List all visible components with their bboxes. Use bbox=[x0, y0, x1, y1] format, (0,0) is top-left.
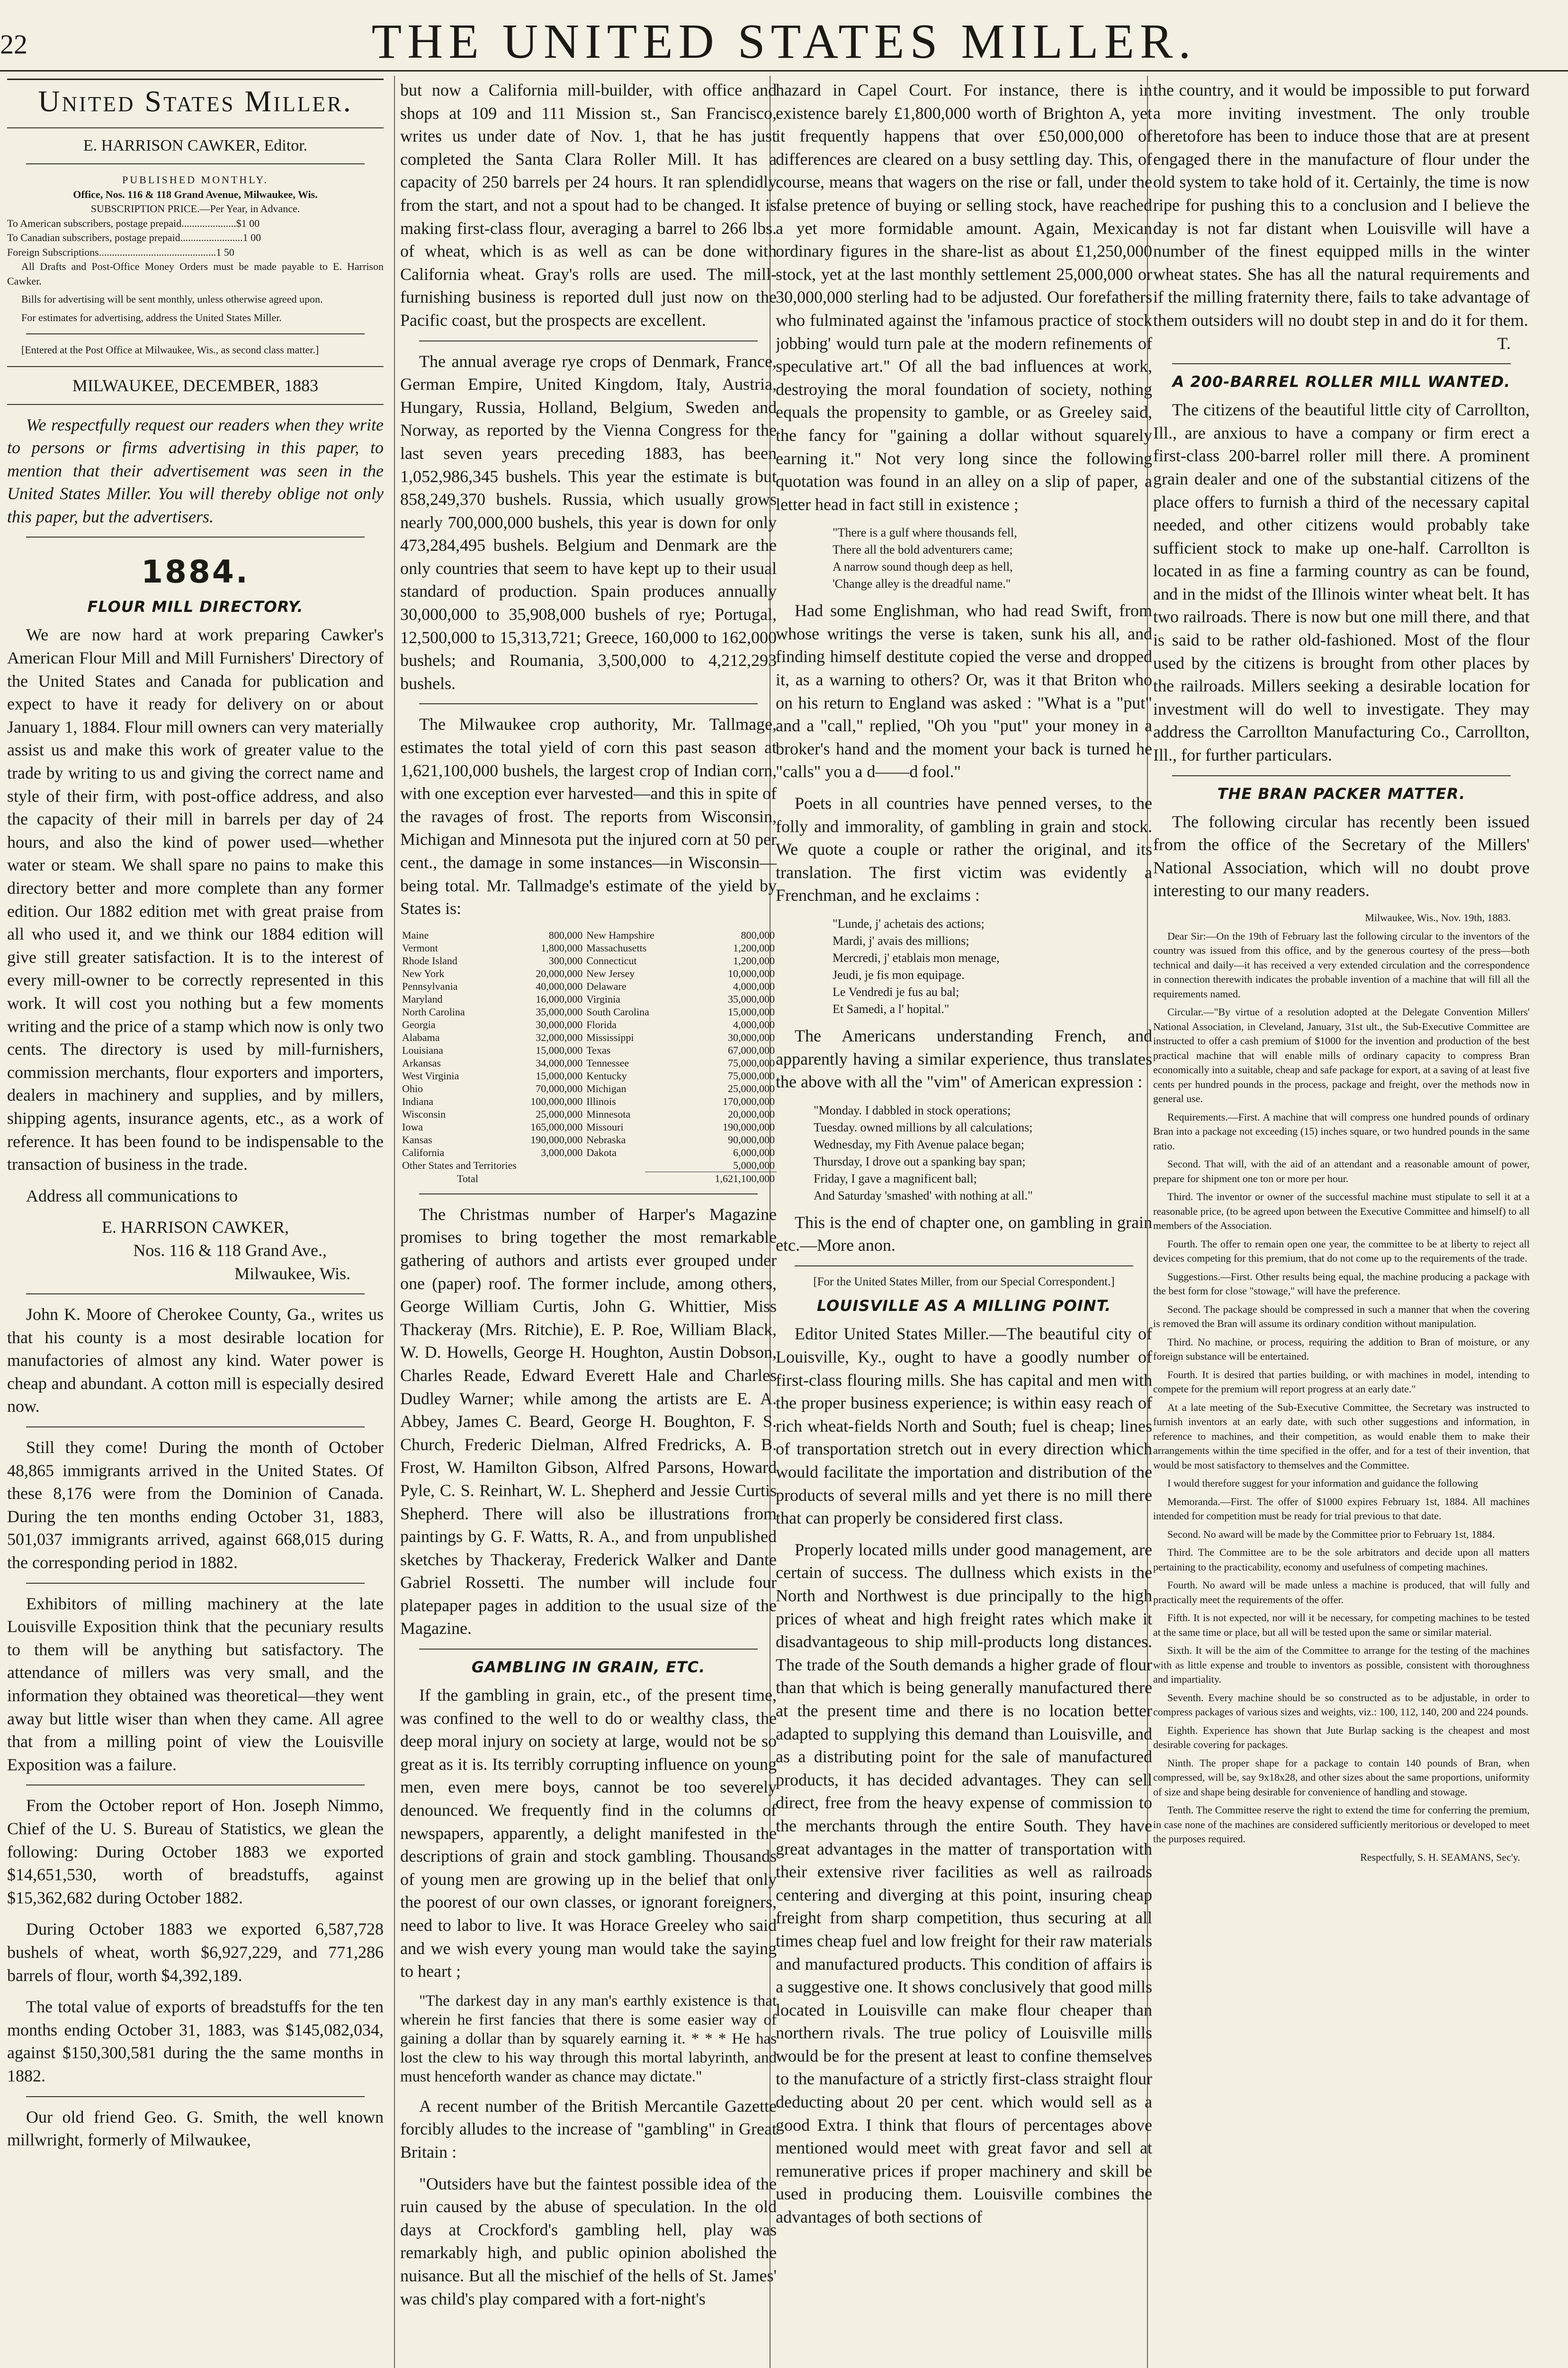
divider bbox=[1172, 775, 1511, 776]
circular-paragraph: Second. No award will be made by the Committee prior to February 1st, 1884. bbox=[1167, 1528, 1495, 1540]
table-cell: 25,000,000 bbox=[536, 1108, 583, 1120]
table-cell: New Hampshire bbox=[586, 929, 654, 941]
poem-line: 'Change alley is the dreadful name." bbox=[833, 577, 1011, 591]
circular-paragraph: Second. That will, with the aid of an attendant and a reasonable amount of power, prepare for shipment one ton or more per hour. bbox=[1153, 1158, 1530, 1184]
gambling-heading: GAMBLING IN GRAIN, ETC. bbox=[471, 1658, 706, 1677]
table-cell: 4,000,000 bbox=[733, 1018, 775, 1031]
poem-line: Jeudi, je fis mon equipage. bbox=[833, 968, 965, 982]
dateline: MILWAUKEE, DECEMBER, 1883 bbox=[72, 376, 319, 395]
table-cell: Ohio bbox=[402, 1082, 423, 1094]
circular-paragraph: Third. The Committee are to be the sole arbitrators and decide upon all matters pertaining to the practicability, economy and usefulness of competing machines. bbox=[1153, 1546, 1530, 1573]
table-row bbox=[400, 1044, 777, 1057]
table-cell: 15,000,000 bbox=[536, 1069, 583, 1082]
masthead bbox=[0, 0, 1568, 71]
circular-paragraph: Fifth. It is not expected, nor will it be necessary, for competing machines to be tested at the same time or place, but all will be tested upon the same or similar material. bbox=[1153, 1612, 1530, 1638]
table-cell: 75,000,000 bbox=[728, 1057, 775, 1069]
gambling-paragraph: "Outsiders have but the faintest possible idea of the ruin caused by the abuse of speculation. In the old days at Crockford's gambling hell, play was remarkably high, and public opinion abolished the nuisance. But all the mischief of the hells of St. James' was child's play compared with a fort-night's bbox=[400, 2174, 777, 2308]
divider bbox=[26, 1293, 365, 1294]
table-cell: 70,000,000 bbox=[536, 1082, 583, 1094]
circular-paragraph: Seventh. Every machine should be so constructed as to be adjustable, in order to compress packages of various sizes and weights, viz.: 100, 112, 140, 200 and 224 pounds. bbox=[1153, 1691, 1530, 1718]
address-street: Nos. 116 & 118 Grand Ave., bbox=[133, 1240, 327, 1260]
correspondent-note: [For the United States Miller, from our Special Correspondent.] bbox=[813, 1275, 1115, 1288]
circular-paragraph: At a late meeting of the Sub-Executive Committee, the Secretary was instructed to furnish inventors at an early date, with such other suggestions and information, in reference to machines, and their competition, as would enable them to make their arrangements within the time specified in the offer, and for a test of their invention, that would be most satisfactory to themselves and the Committee. bbox=[1153, 1401, 1530, 1471]
table-cell: 35,000,000 bbox=[728, 993, 775, 1005]
column-4 bbox=[1153, 79, 1530, 2368]
table-cell: Georgia bbox=[402, 1018, 436, 1031]
circular-paragraph: I would therefore suggest for your information and guidance the following bbox=[1167, 1477, 1478, 1489]
circular-paragraph: Suggestions.—First. Other results being equal, the machine producing a package with the best form for close "stowage," will have the preference. bbox=[1153, 1270, 1530, 1297]
table-cell: 20,000,000 bbox=[536, 967, 583, 979]
table-row bbox=[400, 980, 777, 993]
circular-paragraph: Third. The inventor or owner of the successful machine must stipulate to sell it at a reasonable price, (to be agreed upon between the Executive Committee and himself) to all members of the Association. bbox=[1153, 1191, 1530, 1231]
table-cell: Alabama bbox=[402, 1031, 440, 1043]
table-row bbox=[400, 1146, 777, 1159]
table-cell: 30,000,000 bbox=[728, 1031, 775, 1043]
gambling-paragraph: A recent number of the British Mercantile Gazette forcibly alludes to the increase of "gambling" in Great Britain : bbox=[400, 2096, 777, 2162]
circular-paragraph: Fourth. The offer to remain open one year, the committee to be at liberty to reject all devices competing for this premium, that do not come up to the requirements of the trade. bbox=[1153, 1238, 1530, 1264]
table-cell: 1,200,000 bbox=[733, 942, 775, 954]
poem-line: Tuesday. owned millions by all calculations; bbox=[814, 1120, 1033, 1134]
table-cell: Virginia bbox=[586, 993, 620, 1005]
table-cell: Maryland bbox=[402, 993, 443, 1005]
poem-line: Mardi, j' avais des millions; bbox=[833, 934, 969, 948]
circular-paragraph: Eighth. Experience has shown that Jute Burlap sacking is the cheapest and most desirable covering for packages. bbox=[1153, 1724, 1530, 1750]
louisville-paragraph: Editor United States Miller.—The beautiful city of Louisville, Ky., ought to have a goodly number of first-class flouring mills. She has capital and men with the proper business experience; is within easy reach of rich wheat-fields North and South; fuel is cheap; lines of transportation stretch out in every direction which would facilitate the importation and distribution of the products of several mills and yet there is no mill there that can properly be considered first class. bbox=[776, 1324, 1152, 1528]
table-row bbox=[400, 1133, 777, 1146]
drafts-note: All Drafts and Post-Office Money Orders must be made payable to E. Harrison Cawker. bbox=[7, 260, 384, 287]
louisville-continued: the country, and it would be impossible to put forward a more inviting investment. The only trouble heretofore has been to induce those that are at present engaged there in the manufacture of flour under the old system to take hold of it. Certainly, the time is now ripe for pushing this to a conclusion and I believe the day is not far distant when Louisville will have a number of the finest equipped mills in the winter wheat states. She has all the natural requirements and if the milling fraternity there, fails to take advantage of them outsiders will no doubt step in and do it for them. bbox=[1153, 81, 1530, 330]
subscription-price: SUBSCRIPTION PRICE.—Per Year, in Advance. bbox=[90, 203, 300, 215]
table-cell: Maine bbox=[402, 929, 429, 941]
table-cell: Kentucky bbox=[586, 1069, 627, 1082]
table-cell: Total bbox=[457, 1172, 478, 1184]
carrollton-heading: A 200-BARREL ROLLER MILL WANTED. bbox=[1172, 373, 1511, 391]
table-cell: Connecticut bbox=[586, 954, 637, 967]
table-row bbox=[400, 1031, 777, 1044]
table-cell: 6,000,000 bbox=[733, 1146, 775, 1158]
price-line: To Canadian subscribers, postage prepaid........................1 00 bbox=[7, 232, 261, 243]
table-cell: 30,000,000 bbox=[536, 1018, 583, 1031]
table-cell: 15,000,000 bbox=[728, 1005, 775, 1018]
table-cell: 3,000,000 bbox=[541, 1146, 583, 1158]
request-note: We respectfully request our readers when they write to persons or firms advertising in this paper, to mention that their advertisement was seen in the United States Miller. You will thereby oblige not only this paper, but the advertisers. bbox=[7, 415, 384, 526]
table-cell: New Jersey bbox=[586, 967, 635, 979]
poem-line: "Lunde, j' achetais des actions; bbox=[833, 917, 985, 931]
table-row bbox=[400, 1005, 777, 1018]
swift-paragraph: Had some Englishman, who had read Swift, from whose writings the verse is taken, sunk his all, and finding himself destitute copied the verse and dropped it, as a warning to others? Or, was it that Briton who on his return to England was asked : "What is a "put" and a "call," replied, "Oh you "put" your money in a broker's hand and the moment your back is turned he "calls" you a d——d fool." bbox=[776, 601, 1152, 781]
circular-paragraph: Requirements.—First. A machine that will compress one hundred pounds of ordinary Bran into a package not exceeding (15) inches square, or two hundred pounds in the same ratio. bbox=[1153, 1111, 1530, 1152]
bran-heading: THE BRAN PACKER MATTER. bbox=[1217, 784, 1466, 803]
table-cell: Delaware bbox=[586, 980, 627, 992]
rye-item: The annual average rye crops of Denmark, France, German Empire, United Kingdom, Italy, Austria, Hungary, Russia, Holland, Belgium, Sweden and Norway, as reported by the Vienna Congress for the last seven years preceding 1883, has been 1,052,986,345 bushels. This year the estimate is but 858,249,370 bushels. Russia, which usually grows nearly 700,000,000 bushels, this year is down for only 473,284,495 bushels. Belgium and Denmark are the only countries that seem to have kept up to their usual standard of production. Spain produces annually 30,000,000 to 35,908,000 bushels of rye; Portugal, 12,500,000 to 15,313,721; Greece, 160,000 to 162,000 bushels; and Roumania, 3,500,000 to 4,212,293 bushels. bbox=[400, 351, 777, 693]
table-cell: Louisiana bbox=[402, 1044, 443, 1056]
price-line: Foreign Subscriptions.............................................1 50 bbox=[7, 246, 234, 258]
bills-note: Bills for advertising will be sent monthly, unless otherwise agreed upon. bbox=[21, 293, 323, 305]
poem-line: "There is a gulf where thousands fell, bbox=[833, 526, 1017, 540]
divider bbox=[26, 537, 365, 538]
louisville-heading: LOUISVILLE AS A MILLING POINT. bbox=[816, 1297, 1111, 1315]
table-cell: 800,000 bbox=[741, 929, 775, 941]
circular-paragraph: Sixth. It will be the aim of the Committee to arrange for the testing of the machines with as little expense and trouble to inventors as possible, consistent with thoroughness and impartiality. bbox=[1153, 1644, 1530, 1685]
published-monthly: PUBLISHED MONTHLY. bbox=[122, 174, 269, 186]
table-cell: 300,000 bbox=[548, 954, 583, 967]
circular-paragraph: Circular.—"By virtue of a resolution adopted at the Delegate Convention Millers' National Association, in Cleveland, January, 31st ult., the Sub-Executive Committee are instructed to offer a cash premium of $1000 for the invention and production of the best practical machine that will enable mills of ordinary capacity to compress Bran economically into a suitable, cheap and safe package for export, at a saving of at least five cents per hundred pounds in the process, package and freight, over the methods now in general use. bbox=[1153, 1006, 1530, 1104]
table-cell: 15,000,000 bbox=[536, 1044, 583, 1056]
header-rule bbox=[0, 70, 1568, 72]
table-row bbox=[400, 993, 777, 1005]
table-cell: 32,000,000 bbox=[536, 1031, 583, 1043]
gambling-paragraph: If the gambling in grain, etc., of the present time, was confined to the well to do or wealthy class, the deep moral injury on society at large, would not be so great as it is. Its terribly corrupting influence on young men, even mere boys, cannot be too severely denounced. We frequently find in the columns of newspapers, apparently, a delight manifested in the descriptions of grain and stock gambling. Thousands of young men are growing up in the belief that only the poorest of our own classes, or ignorant foreigners, need to labor to live. It was Horace Greeley who said and we wish every young man would take the saying to heart ; bbox=[400, 1686, 777, 1981]
divider bbox=[419, 703, 758, 704]
divider bbox=[26, 1583, 365, 1584]
directory-paragraph: We are now hard at work preparing Cawker's American Flour Mill and Mill Furnishers' Directory of the United States and Canada for publication and expect to have it ready for delivery on or about January 1, 1884. Flour mill owners can very materially assist us and make this work of greater value to the trade by writing to us and giving the correct name and style of their firm, with post-office address, and also the capacity of their mill in barrels per day of 24 hours, and also the kind of power used—whether water or steam. We shall spare no pains to make this directory better and more complete than any former edition. Our 1882 edition met with great praise from all who used it, and we think our 1884 edition will give still greater satisfaction. It is to the interest of every mill-owner to be correctly represented in this work. It will cost you nothing but a few moments writing and the price of a stamp which now is only two cents. The directory is used by mill-furnishers, commission merchants, flour exporters and importers, dealers in machinery and supplies, and by millers, shipping agents, insurance agents, etc., as a work of reference. It has been found to be indispensable to the transaction of business in the trade. bbox=[7, 625, 384, 1174]
exports-item: From the October report of Hon. Joseph Nimmo, Chief of the U. S. Bureau of Statistics, we glean the following: During October 1883 we exported $14,651,530, worth of breadstuffs, against $15,362,682 during October 1882. bbox=[7, 1796, 384, 1907]
table-row bbox=[400, 1121, 777, 1133]
gambling-end: This is the end of chapter one, on gambling in grain etc.—More anon. bbox=[776, 1212, 1152, 1255]
table-cell: Other States and Territories bbox=[402, 1159, 517, 1172]
table-row bbox=[400, 1018, 777, 1031]
corn-yield-totals bbox=[400, 1159, 777, 1185]
table-cell: Dakota bbox=[586, 1146, 617, 1158]
corn-yield-table bbox=[400, 929, 777, 1159]
divider bbox=[795, 1265, 1133, 1266]
table-cell: 40,000,000 bbox=[536, 980, 583, 992]
poem-line: And Saturday 'smashed' with nothing at all." bbox=[814, 1188, 1033, 1202]
exports-item: During October 1883 we exported 6,587,728 bushels of wheat, worth $6,927,229, and 771,286 barrels of flour, worth $4,392,189. bbox=[7, 1920, 384, 1985]
directory-heading: FLOUR MILL DIRECTORY. bbox=[87, 598, 304, 616]
table-cell: 10,000,000 bbox=[728, 967, 775, 979]
table-row bbox=[400, 942, 777, 954]
carrollton-paragraph: The citizens of the beautiful little city of Carrollton, Ill., are anxious to have a company or firm erect a first-class 200-barrel roller mill there. A prominent grain dealer and one of the substantial citizens of the place offers to furnish a third of the necessary capital needed, and other citizens would probably take sufficient stock to make up one-half. Carrollton is located in as fine a farming country as can be found, and in the midst of the Illinois winter wheat belt. It has two railroads. There is now but one mill there, and that is said to be rather old-fashioned. Most of the flour used by the citizens is brought from other places by the railroads. Millers seeking a desirable location for investment will do well to investigate. They may address the Carrollton Manufacturing Co., Carrollton, Ill., for further particulars. bbox=[1153, 400, 1530, 765]
bran-dateline: Milwaukee, Wis., Nov. 19th, 1883. bbox=[1365, 912, 1511, 924]
table-cell: 20,000,000 bbox=[728, 1108, 775, 1120]
table-cell: 190,000,000 bbox=[723, 1121, 775, 1133]
editor-line: E. HARRISON CAWKER, Editor. bbox=[83, 137, 308, 154]
table-cell: 5,000,000 bbox=[733, 1159, 775, 1171]
poem-line: There all the bold adventurers came; bbox=[833, 543, 1013, 557]
table-cell: 1,621,100,000 bbox=[645, 1172, 777, 1185]
table-cell: New York bbox=[402, 967, 445, 979]
table-row bbox=[400, 954, 777, 967]
table-cell: North Carolina bbox=[402, 1005, 465, 1018]
divider bbox=[26, 2096, 365, 2097]
table-cell: Massachusetts bbox=[586, 942, 647, 954]
poem-line: Le Vendredi je fus au bal; bbox=[833, 985, 959, 999]
table-cell: Missouri bbox=[586, 1121, 624, 1133]
circular-paragraph: Tenth. The Committee reserve the right to extend the time for conferring the premium, in case none of the machines are considered sufficiently meritorious or developed to meet the purposes required. bbox=[1153, 1804, 1530, 1845]
smith-continued: but now a California mill-builder, with office and shops at 109 and 111 Mission st., San Francisco, writes us under date of Nov. 1, that he has just completed the Santa Clara Roller Mill. It has a capacity of 250 barrels per 24 hours. It ran splendidly from the start, and not a spout had to be changed. It is making first-class flour, averaging a barrel to 266 lbs. of wheat, which is as well as can be done with California wheat. Gray's rolls are used. The mill-furnishing business is reported dull just now on the Pacific coast, but the prospects are excellent. bbox=[400, 81, 777, 330]
table-row bbox=[400, 1082, 777, 1095]
divider bbox=[26, 163, 365, 164]
bran-intro: The following circular has recently been issued from the office of the Secretary of the Millers' National Association, which will no doubt prove interesting to our many readers. bbox=[1153, 812, 1530, 900]
table-cell: Pennsylvania bbox=[402, 980, 458, 992]
price-list bbox=[7, 216, 384, 260]
table-cell: Arkansas bbox=[402, 1057, 441, 1069]
poem-change-alley bbox=[833, 524, 1152, 592]
circular-paragraph: Ninth. The proper shape for a package to contain 140 pounds of Bran, when compressed, will be, say 9x18x28, and other sizes about the same proportions, uniformity of size and shape being desirable for convenience of handling and stowage. bbox=[1153, 1757, 1530, 1798]
poem-american bbox=[814, 1102, 1152, 1204]
table-cell: 170,000,000 bbox=[723, 1095, 775, 1107]
table-cell: West Virginia bbox=[402, 1069, 459, 1082]
table-cell: Indiana bbox=[402, 1095, 433, 1107]
divider bbox=[26, 333, 365, 334]
newspaper-title: THE UNITED STATES MILLER. bbox=[371, 14, 1197, 69]
table-cell: 34,000,000 bbox=[536, 1057, 583, 1069]
poem-line: Et Samedi, a l' hopital." bbox=[833, 1002, 950, 1016]
americans-paragraph: The Americans understanding French, and apparently having a similar experience, thus translates the above with all the "vim" of American expression : bbox=[776, 1026, 1152, 1092]
table-cell: Florida bbox=[586, 1018, 617, 1031]
divider bbox=[7, 127, 384, 128]
table-cell: Vermont bbox=[402, 942, 438, 954]
table-row bbox=[400, 1159, 777, 1172]
table-cell: 16,000,000 bbox=[536, 993, 583, 1005]
table-row bbox=[400, 1172, 777, 1185]
table-row bbox=[400, 1069, 777, 1082]
divider bbox=[419, 1649, 758, 1650]
table-cell: 1,200,000 bbox=[733, 954, 775, 967]
divider bbox=[7, 404, 384, 405]
table-cell: Mississippi bbox=[586, 1031, 634, 1043]
divider bbox=[1172, 363, 1511, 364]
table-cell: 90,000,000 bbox=[728, 1133, 775, 1146]
table-cell: 35,000,000 bbox=[536, 1005, 583, 1018]
table-cell: Kansas bbox=[402, 1133, 432, 1146]
poem-line: "Monday. I dabbled in stock operations; bbox=[814, 1103, 1011, 1117]
masthead-top-rule bbox=[7, 79, 384, 80]
circular-paragraph: Fourth. No award will be made unless a machine is produced, that will fully and practically meet the requirements of the offer. bbox=[1153, 1579, 1530, 1606]
signature: Respectfully, S. H. SEAMANS, Sec'y. bbox=[1360, 1851, 1520, 1863]
louisville-signoff: T. bbox=[1497, 333, 1511, 353]
column-3 bbox=[776, 79, 1152, 2368]
address-city: Milwaukee, Wis. bbox=[234, 1264, 350, 1283]
table-cell: Wisconsin bbox=[402, 1108, 446, 1120]
moore-item: John K. Moore of Cherokee County, Ga., writes us that his county is a most desirable location for manufactories of almost any kind. Water power is cheap and abundant. A cotton mill is especially desired now. bbox=[7, 1305, 384, 1416]
smith-item: Our old friend Geo. G. Smith, the well known millwright, formerly of Milwaukee, bbox=[7, 2107, 384, 2150]
table-cell: 100,000,000 bbox=[530, 1095, 583, 1107]
table-cell: 4,000,000 bbox=[733, 980, 775, 992]
table-cell: 165,000,000 bbox=[530, 1121, 583, 1133]
corn-item: The Milwaukee crop authority, Mr. Tallmage, estimates the total yield of corn this past season at 1,621,100,000 bushels, the largest crop of Indian corn, with one exception ever harvested—and this in spite of the ravages of frost. The reports from Wisconsin, Michigan and Minnesota put the injured corn at 50 per cent., the damage in some instances—in Wisconsin—being total. Mr. Tallmadge's estimate of the yield by States is: bbox=[400, 715, 777, 918]
column-1 bbox=[7, 79, 384, 2368]
circular-paragraph: Second. The package should be compressed in such a manner that when the covering is removed the Bran will assume its ordinary condition without manipulation. bbox=[1153, 1303, 1530, 1329]
circular-paragraph: Dear Sir:—On the 19th of February last the following circular to the inventors of the country was issued from this office, and by the generous courtesy of the press—both technical and daily—it has received a very extended circulation and the correspondence in connection therewith indicates the probable invention of a machine that will fill all the requirements named. bbox=[1153, 930, 1530, 1000]
table-row bbox=[400, 1057, 777, 1069]
poem-line: Thursday, I drove out a spanking bay span; bbox=[814, 1154, 1026, 1168]
table-cell: South Carolina bbox=[586, 1005, 649, 1018]
table-cell: Michigan bbox=[586, 1082, 627, 1094]
table-row bbox=[400, 929, 777, 942]
table-cell: 190,000,000 bbox=[530, 1133, 583, 1146]
poem-line: Wednesday, my Fith Avenue palace began; bbox=[814, 1137, 1024, 1151]
table-cell: 1,800,000 bbox=[541, 942, 583, 954]
divider bbox=[419, 1193, 758, 1194]
immigrants-item: Still they come! During the month of October 48,865 immigrants arrived in the United States. Of these 8,176 were from the Dominion of Canada. During the ten months ending October 31, 1883, 501,037 immigrants arrived, against 668,015 during the corresponding period in 1882. bbox=[7, 1438, 384, 1572]
table-cell: Nebraska bbox=[586, 1133, 626, 1146]
louisville-paragraph: Properly located mills under good management, are certain of success. The dullness which exists in the North and Northwest is due principally to the high prices of wheat and high freight rates which make it disadvantageous to ship mill-products long distances. The trade of the South demands a higher grade of flour than that which is being generally manufactured there at the present time and there is no location better adapted to supplying this demand than Louisville, and as a distributing point for the sale of manufactured products, it has decided advantages. They can sell direct, free from the heavy expense of commission to the merchants through the entire South. They have great advantages in the matter of transportation with their extensive river facilities as well as railroads centering and diverging at this point, insuring cheap freight from sharp competition, thus securing at all times cheap fuel and low freight for their raw materials and manufactured products. This condition of affairs is a suggestive one. It shows conclusively that good mills located in Louisville can make flour cheaper than northern rivals. The true policy of Louisville mills would be for the present at least to confine themselves to the manufacture of a strictly first-class straight flour deducting about 20 per cent. which would sell as a good Extra. I think that flours of percentages above mentioned would meet with great favor and sell at remunerative prices if proper machinery and skill be used in producing them. Louisville combines the advantages of both sections of bbox=[776, 1540, 1152, 2227]
column-divider bbox=[394, 76, 395, 2368]
bran-circular bbox=[1153, 929, 1530, 1847]
harpers-item: The Christmas number of Harper's Magazine promises to bring together the most remarkable gathering of authors and artists ever grouped under one (paper) roof. The former include, among others, George William Curtis, John G. Whittier, Miss Thackeray (Mrs. Ritchie), E. P. Roe, William Black, W. D. Howells, George H. Houghton, Austin Dobson, Charles Reade, Edward Everett Hale and Charles Dudley Warner; while among the artists are E. A. Abbey, James C. Beard, George H. Boughton, F. S. Church, Frederic Dielman, Alfred Fredricks, A. B. Frost, W. Hamilton Gibson, Alfred Parsons, Howard Pyle, C. S. Reinhart, W. L. Shepherd and Jessie Curtis Shepherd. There will also be illustrations from paintings by G. F. Watts, R. A., and from unpublished sketches by Thackeray, Frederick Walker and Dante Gabriel Rossetti. The number will include four platepaper pages in addition to the usual size of the Magazine. bbox=[400, 1204, 777, 1638]
table-cell: 67,000,000 bbox=[728, 1044, 775, 1056]
masthead-title: United States Miller. bbox=[38, 84, 353, 118]
table-row bbox=[400, 1108, 777, 1121]
poem-french bbox=[833, 915, 1152, 1018]
circular-paragraph: Memoranda.—First. The offer of $1000 expires February 1st, 1884. All machines intended for competition must be ready for trial previous to that date. bbox=[1153, 1495, 1530, 1522]
circular-paragraph: Third. No machine, or process, requiring the addition to Bran of moisture, or any foreign substance will be entertained. bbox=[1153, 1336, 1530, 1362]
year-heading: 1884. bbox=[141, 554, 250, 591]
estimates-note: For estimates for advertising, address the United States Miller. bbox=[21, 311, 282, 323]
divider bbox=[26, 1426, 365, 1427]
exhibitors-item: Exhibitors of milling machinery at the late Louisville Exposition think that the pecuniary results to them will be anything but satisfactory. The attendance of millers was very small, and the information they obtained was theoretical—they went away but little wiser than when they came. All agree that from a milling point of view the Louisville Exposition was a failure. bbox=[7, 1594, 384, 1774]
table-cell: 800,000 bbox=[548, 929, 583, 941]
table-cell: Minnesota bbox=[586, 1108, 631, 1120]
office-address: Office, Nos. 116 & 118 Grand Avenue, Milwaukee, Wis. bbox=[73, 188, 318, 200]
address-intro: Address all communications to bbox=[26, 1186, 238, 1205]
table-cell: Tennessee bbox=[586, 1057, 629, 1069]
poem-line: Friday, I gave a magnificent ball; bbox=[814, 1171, 977, 1185]
divider bbox=[7, 366, 384, 367]
table-cell: 25,000,000 bbox=[728, 1082, 775, 1094]
table-row bbox=[400, 1095, 777, 1108]
poem-line: A narrow sound though deep as hell, bbox=[833, 560, 1013, 574]
price-line: To American subscribers, postage prepaid.....................$1 00 bbox=[7, 217, 260, 229]
address-name: E. HARRISON CAWKER, bbox=[101, 1218, 289, 1237]
circular-paragraph: Fourth. It is desired that parties building, or with machines in model, intending to compete for the premium will report progress at an early date." bbox=[1153, 1368, 1530, 1395]
entered-note: [Entered at the Post Office at Milwaukee, Wis., as second class matter.] bbox=[21, 344, 319, 356]
exports-item: The total value of exports of breadstuffs for the ten months ending October 31, 1883, was $145,082,034, against $150,300,581 during the the same months in 1882. bbox=[7, 1997, 384, 2085]
table-row bbox=[400, 967, 777, 980]
table-cell: Illinois bbox=[586, 1095, 616, 1107]
page-number: 22 bbox=[0, 29, 27, 60]
table-cell: California bbox=[402, 1146, 445, 1158]
table-cell: Texas bbox=[586, 1044, 611, 1056]
column-2 bbox=[400, 79, 777, 2368]
table-cell: Rhode Island bbox=[402, 954, 457, 967]
gambling-continued: hazard in Capel Court. For instance, there is in existence barely £1,800,000 worth of Brighton A, yet it frequently happens that over £50,000,000 of differences are cleared on a busy settling day. This, of course, means that wagers on the rise or fall, under the false pretence of buying or selling stock, have reached a yet more formidable amount. Again, Mexican ordinary figures in the share-list as about £1,250,000 stock, yet at the last monthly settlement 25,000,000 or 30,000,000 sterling had to be adjusted. Our forefathers who fulminated against the 'infamous practice of stock jobbing' would turn pale at the modern refinements of speculative art." Of all the bad influences at work, destroying the moral foundation of society, nothing equals the propensity to gamble, or as Greeley said, the fancy for "gaining a dollar without squarely earning it." Not very long since the following quotation was found in an alley on a slip of paper, a letter head in fact still in existence ; bbox=[776, 81, 1152, 514]
poets-paragraph: Poets in all countries have penned verses, to the folly and immorality, of gambling in grain and stock. We quote a couple or rather the original, and its translation. The first victim was evidently a Frenchman, and he exclaims : bbox=[776, 794, 1152, 905]
gambling-quote: "The darkest day in any man's earthly existence is that wherein he first fancies that there is some easier way of gaining a dollar than by squarely earning it. * * * He has lost the clew to his way through this mortal labyrinth, and must henceforth wander as chance may dictate." bbox=[400, 1992, 777, 2085]
table-cell: Iowa bbox=[402, 1121, 423, 1133]
table-cell: 75,000,000 bbox=[728, 1069, 775, 1082]
poem-line: Mercredi, j' etablais mon menage, bbox=[833, 951, 1000, 965]
